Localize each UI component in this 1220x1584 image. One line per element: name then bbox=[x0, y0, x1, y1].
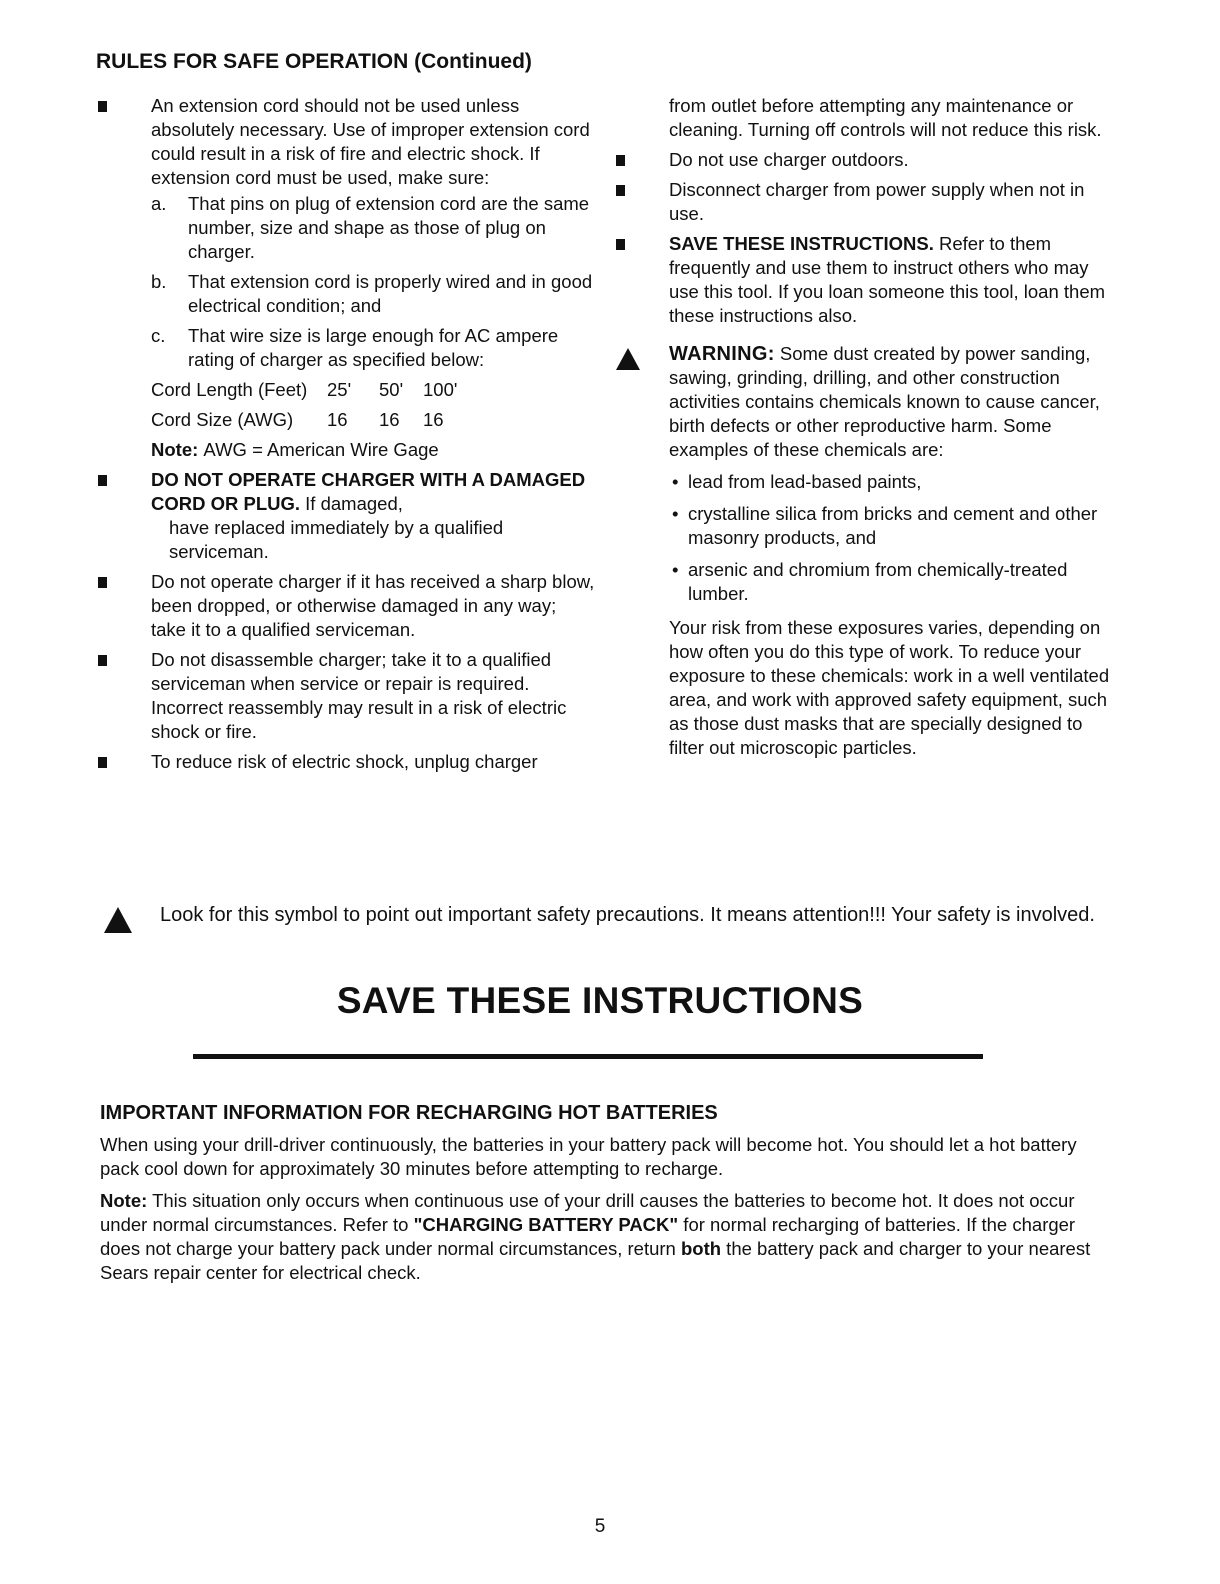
risk-paragraph: Your risk from these exposures varies, depending on how often you do this type of work. To reduce your exposure to these chemicals: work in a well ventilated area, and work with approved safety equipment, such as those dust masks that are specially designed to filter out microscopic particles. bbox=[669, 617, 1110, 758]
symbol-notice bbox=[100, 903, 1110, 928]
page-number: 5 bbox=[594, 1516, 606, 1537]
square-bullet-icon bbox=[98, 475, 107, 486]
sub-letter: a. bbox=[151, 193, 167, 214]
sub-letter: c. bbox=[151, 325, 166, 346]
sub-item-c bbox=[151, 324, 596, 372]
square-bullet-icon bbox=[98, 577, 107, 588]
sub-text: That extension cord is properly wired and in good electrical condition; and bbox=[188, 271, 593, 316]
rule-unplug bbox=[96, 750, 596, 774]
cord-length-value: 100' bbox=[423, 379, 458, 400]
rule-damaged-cord bbox=[96, 468, 596, 564]
rule-sharp-blow bbox=[96, 570, 596, 642]
bullet-dot-icon: • bbox=[672, 471, 679, 492]
warning-block bbox=[614, 342, 1114, 760]
square-bullet-icon bbox=[616, 185, 625, 196]
cord-size-label: Cord Size (AWG) bbox=[151, 409, 294, 430]
rule-outdoors bbox=[614, 148, 1114, 172]
square-bullet-icon bbox=[98, 757, 107, 768]
sub-letter: b. bbox=[151, 271, 167, 292]
chemical-list-item bbox=[669, 502, 1114, 550]
rule-text: To reduce risk of electric shock, unplug charger bbox=[151, 751, 538, 772]
square-bullet-icon bbox=[616, 155, 625, 166]
rule-bold-text: DO NOT OPERATE CHARGER WITH A DAMAGED CORD OR PLUG. bbox=[151, 469, 586, 514]
note-text: for normal recharging of batteries. If the charger does not charge your battery pack under normal circumstances, return bbox=[100, 1214, 1076, 1259]
rule-text: Disconnect charger from power supply when not in use. bbox=[669, 179, 1085, 224]
note-text: the battery pack and charger to your nearest Sears repair center for electrical check. bbox=[100, 1238, 1091, 1283]
rule-text: Do not use charger outdoors. bbox=[669, 149, 909, 170]
warning-text: Some dust created by power sanding, sawing, grinding, drilling, and other construction activities contains chemicals known to cause cancer, birth defects or other reproductive harm. Some examples of these chemicals are: bbox=[669, 343, 1100, 460]
rule-extension-cord bbox=[96, 94, 596, 462]
warning-label: WARNING: bbox=[669, 343, 775, 365]
rule-text-cont: have replaced immediately by a qualified serviceman. bbox=[169, 517, 504, 562]
rule-disassemble bbox=[96, 648, 596, 744]
rule-text: Do not operate charger if it has received a sharp blow, been dropped, or otherwise damaged in any way; take it to a qualified serviceman. bbox=[151, 571, 595, 640]
chemical-text: crystalline silica from bricks and cement and other masonry products, and bbox=[688, 503, 1098, 548]
warning-triangle-icon bbox=[616, 348, 640, 370]
cord-length-label: Cord Length (Feet) bbox=[151, 379, 308, 400]
note-text: AWG = American Wire Gage bbox=[203, 439, 439, 460]
cord-size-row bbox=[151, 408, 596, 432]
sub-item-a bbox=[151, 192, 596, 264]
note-label: Note: bbox=[100, 1190, 148, 1211]
section-title: RULES FOR SAFE OPERATION (Continued) bbox=[96, 50, 532, 73]
hot-batteries-paragraph: When using your drill-driver continuously, the batteries in your battery pack will become hot. You should let a hot battery pack cool down for approximately 30 minutes before attempting to recharge. bbox=[100, 1134, 1077, 1179]
horizontal-divider bbox=[193, 1054, 983, 1059]
rule-unplug-cont bbox=[614, 94, 1114, 142]
charging-reference: "CHARGING BATTERY PACK" bbox=[413, 1214, 679, 1235]
hot-batteries-note bbox=[100, 1189, 1110, 1285]
rule-save-instructions bbox=[614, 232, 1114, 328]
bullet-dot-icon: • bbox=[672, 559, 679, 580]
rule-text: from outlet before attempting any maintenance or cleaning. Turning off controls will not reduce this risk. bbox=[669, 95, 1102, 140]
sub-text: That pins on plug of extension cord are the same number, size and shape as those of plug on charger. bbox=[188, 193, 590, 262]
square-bullet-icon bbox=[98, 101, 107, 112]
sub-item-b bbox=[151, 270, 596, 318]
chemical-text: lead from lead-based paints, bbox=[688, 471, 922, 492]
cord-size-value: 16 bbox=[379, 409, 400, 430]
rule-text: Refer to them frequently and use them to instruct others who may use this tool. If you loan someone this tool, loan them these instructions also. bbox=[669, 233, 1106, 326]
cord-length-row bbox=[151, 378, 596, 402]
bullet-dot-icon: • bbox=[672, 503, 679, 524]
rule-text: An extension cord should not be used unless absolutely necessary. Use of improper extension cord could result in a risk of fire and electric shock. If extension cord must be used, make sure: bbox=[151, 95, 590, 188]
warning-triangle-icon bbox=[104, 907, 132, 933]
cord-size-value: 16 bbox=[327, 409, 348, 430]
awg-note bbox=[151, 438, 596, 462]
square-bullet-icon bbox=[616, 239, 625, 250]
chemical-text: arsenic and chromium from chemically-treated lumber. bbox=[688, 559, 1068, 604]
note-label: Note: bbox=[151, 439, 199, 460]
right-column bbox=[614, 94, 1114, 760]
rule-text: Do not disassemble charger; take it to a qualified serviceman when service or repair is required. Incorrect reassembly may result in a risk of electric shock or fire. bbox=[151, 649, 567, 742]
notice-text: Look for this symbol to point out important safety precautions. It means attention!!! Your safety is involved. bbox=[160, 904, 1095, 926]
cord-length-value: 50' bbox=[379, 379, 404, 400]
left-column bbox=[96, 94, 596, 780]
sub-text: That wire size is large enough for AC ampere rating of charger as specified below: bbox=[188, 325, 559, 370]
rule-bold-text: SAVE THESE INSTRUCTIONS. bbox=[669, 233, 934, 254]
cord-length-value: 25' bbox=[327, 379, 352, 400]
square-bullet-icon bbox=[98, 655, 107, 666]
both-emphasis: both bbox=[680, 1238, 722, 1259]
rule-disconnect bbox=[614, 178, 1114, 226]
cord-size-value: 16 bbox=[423, 409, 444, 430]
chemical-list-item bbox=[669, 470, 1114, 494]
hot-batteries-title: IMPORTANT INFORMATION FOR RECHARGING HOT BATTERIES bbox=[100, 1102, 718, 1124]
hot-batteries-section bbox=[100, 1102, 1110, 1293]
note-text: This situation only occurs when continuous use of your drill causes the batteries to become hot. It does not occur under normal circumstances. Refer to bbox=[100, 1190, 1075, 1235]
chemical-list-item bbox=[669, 558, 1114, 606]
rule-text: If damaged, bbox=[305, 493, 403, 514]
save-instructions-heading: SAVE THESE INSTRUCTIONS bbox=[336, 980, 864, 1021]
